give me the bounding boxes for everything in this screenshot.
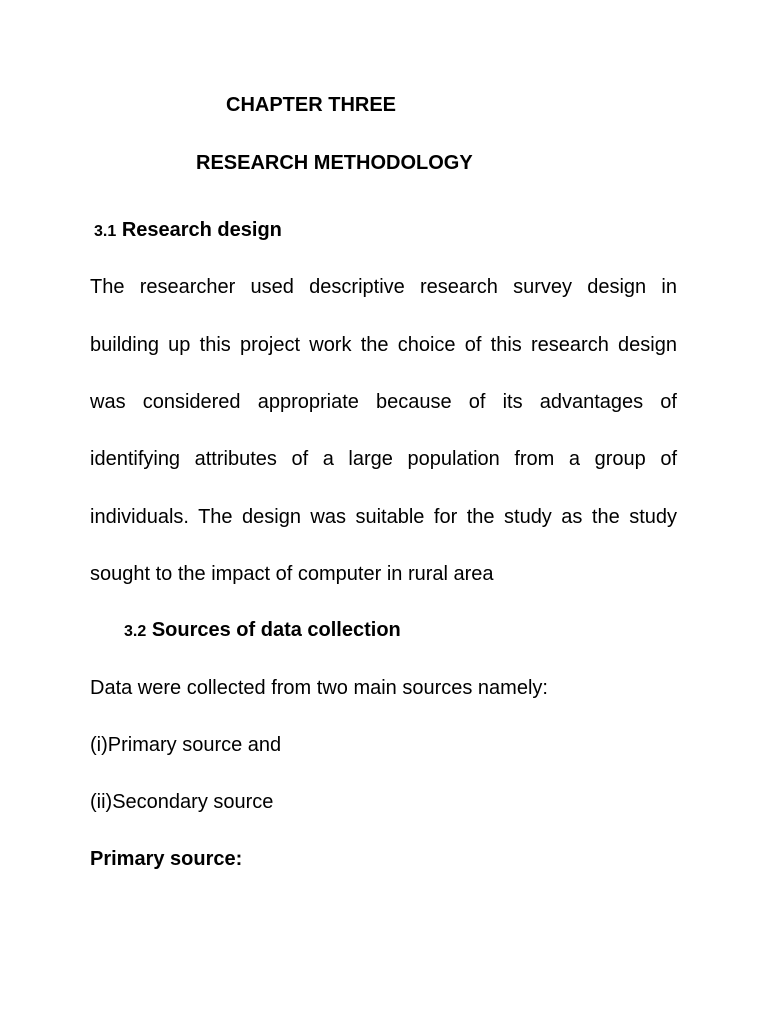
section-number: 3.2 xyxy=(124,623,147,640)
chapter-heading: CHAPTER THREE xyxy=(226,94,397,116)
section-heading-research-design xyxy=(94,218,282,244)
list-item: (i)Primary source and xyxy=(90,734,282,756)
paragraph-line: was considered appropriate because of its advantages of xyxy=(90,391,677,413)
paragraph-line: building up this project work the choice of this research design xyxy=(90,334,677,356)
section-title: Sources of data collection xyxy=(151,619,401,641)
list-item: (ii)Secondary source xyxy=(90,791,274,813)
chapter-title: RESEARCH METHODOLOGY xyxy=(196,152,473,174)
paragraph-line: sought to the impact of computer in rural area xyxy=(90,563,494,585)
paragraph-line: individuals. The design was suitable for the study as the study xyxy=(90,506,677,528)
paragraph-line: The researcher used descriptive research survey design in xyxy=(90,276,677,298)
sources-intro: Data were collected from two main sources namely: xyxy=(90,677,548,699)
subheading-primary-source: Primary source: xyxy=(90,848,243,870)
section-heading-sources xyxy=(124,618,401,644)
section-title: Research design xyxy=(121,219,282,241)
section-number: 3.1 xyxy=(94,223,117,240)
paragraph-line: identifying attributes of a large population from a group of xyxy=(90,448,677,470)
